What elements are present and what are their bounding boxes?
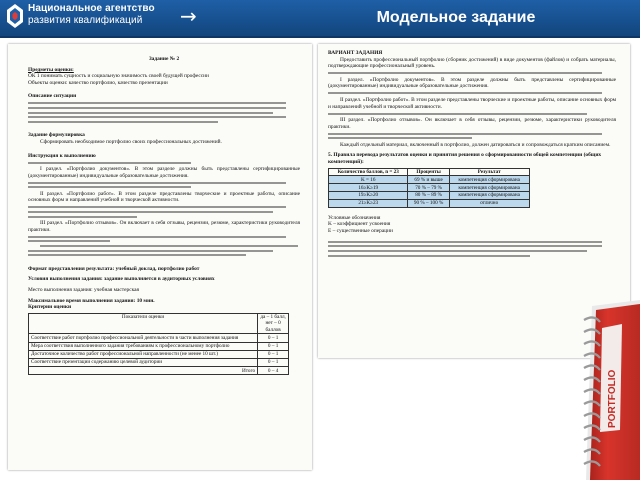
criteria-points: 0 – 1 [258,342,289,350]
grade-percent: 69 % и выше [408,176,449,184]
criteria-points: 0 – 1 [258,350,289,358]
portfolio-label: PORTFOLIO [607,369,618,428]
max-time: Максимальное время выполнения задания: 10 мин. [28,297,155,304]
right-section-4-text: Каждый отдельный материал, включенный в портфолио, должен датироваться и сопровождаться кратким описанием. [340,141,611,148]
grade-percent: 90 % – 100 % [408,199,449,207]
grade-header-points: Количество баллов, n = 23 [329,168,408,176]
text-skeleton [28,216,137,218]
grade-header-percent: Проценты [408,168,449,176]
criteria-total-points: 0 – 4 [258,367,289,375]
grade-percent: 80 % – 89 % [408,192,449,200]
text-skeleton [328,245,602,247]
grade-percent: 70 % – 79 % [408,184,449,192]
criteria-points: 0 – 1 [258,334,289,342]
grade-points: 16≥K≥19 [329,184,408,192]
agency-name [28,3,155,26]
section-3-text: III раздел. «Портфолио отзывов». Он включает в себя отзывы, рецензии, резюме, характеристики руководителя практики. [28,220,300,233]
criteria-label: Достаточное количество работ профессиональной направленности (не менее 10 шт.) [29,350,258,358]
grade-points: 19≥K≥20 [329,192,408,200]
text-skeleton [28,211,273,213]
text-skeleton [28,102,286,104]
text-skeleton [328,92,602,94]
criteria-total-label: Итого [29,367,258,375]
legend-item: K – коэффициент усвоения [328,221,391,228]
grade-table [328,168,530,208]
agency-logo-icon [5,3,25,29]
criteria-label: Соответствие презентации содержанию целевой аудитории [29,358,258,366]
agency-name-line-2: развития квалификаций [28,14,143,26]
table-row [29,350,289,358]
table-row [329,184,530,192]
result-format: Формат представления результата: учебный доклад, портфолио работ [28,265,200,272]
intro-text: Предоставить профессиональный портфолио (сборник достижений) в виде документов (файлов) и собрать материалы, подтверждающие профессиональный уровень. [328,56,616,70]
table-row [329,176,530,184]
criteria-label: Мера соответствия выполненного задания требованиям к профессиональному портфолио [29,342,258,350]
grade-result: компетенция сформирована [449,192,529,200]
table-row [29,334,289,342]
text-skeleton [28,182,286,184]
section-1-text: I раздел. «Портфолио документов». В этом разделе должны быть представлены сертифицированные (документированные) индивидуальные образовательные достижения. [28,166,300,179]
grade-result: компетенция сформирована [449,184,529,192]
task-heading: Задание формулировка [28,132,85,139]
text-skeleton [28,250,273,252]
grade-points: K = 16 [329,176,408,184]
criteria-header-indicators: Показатели оценки [29,313,258,334]
text-skeleton [328,72,602,74]
table-row [29,358,289,366]
text-skeleton [28,107,286,109]
variant-title: ВАРИАНТ ЗАДАНИЯ [328,50,383,56]
assessment-subject-label: Предметы оценки: [28,66,74,73]
table-row [329,199,530,207]
right-section-2-text: II раздел. «Портфолио работ». В этом разделе представлены творческие и проектные работы, описание основных форм и направлений учебной и творческой активности. [328,96,616,110]
slide-header [0,0,640,38]
legend-item: Е – существенные операции [328,227,393,234]
arrow-right-icon: → [180,4,197,28]
criteria-total-row [29,367,289,375]
criteria-header-points: да – 1 балл, нет – 0 баллов [258,313,289,334]
grade-points: 21≥K≥23 [329,199,408,207]
criteria-table [28,313,289,376]
right-section-3-text: III раздел. «Портфолио отзывов». Он включает в себя отзывы, рецензии, резюме, характеристики руководителя практики. [328,117,616,130]
text-skeleton [328,255,530,257]
criteria-header-row [29,313,289,334]
section-2-text: II раздел. «Портфолио работ». В этом разделе представлены творческие и проектные работы, описание основных форм и направлений учебной и творческой активности. [28,190,300,204]
text-skeleton [328,133,602,135]
text-skeleton [328,137,472,139]
ok-line: ОК 1 понимать сущность и социальную значимость своей будущей профессии [28,73,209,80]
text-skeleton [28,254,246,256]
criteria-points: 0 – 1 [258,358,289,366]
table-row [329,192,530,200]
text-skeleton [28,121,218,123]
text-skeleton [28,186,191,188]
scale-intro: 5. Правила перевода результатов оценки и принятия решения о сформированности общей компетенции (общих компетенций): [328,152,602,166]
grade-result: отлично [449,199,529,207]
agency-name-line-1: Национальное агентство [28,3,155,14]
text-skeleton [28,240,110,242]
right-section-1-text: I раздел. «Портфолио документов». В этом разделе должны быть представлены сертифицированные (документированные) индивидуальные образовательные достижения. [328,76,616,90]
situation-title: Описание ситуации [28,93,77,100]
text-skeleton [328,113,587,115]
instructions-title: Инструкция к выполнению [28,152,96,159]
left-document-page [8,44,312,470]
grade-header-result: Результат [449,168,529,176]
text-skeleton [28,116,286,118]
grade-result: компетенция сформирована [449,176,529,184]
conditions: Условия выполнения задания: задание выполняется в аудиторных условиях [28,276,215,283]
task-text: Сформировать необходимое портфолио своих профессиональных достижений. [40,138,222,145]
portfolio-binder-icon [562,300,640,480]
text-skeleton [28,162,191,164]
criteria-title: Критерии оценки [28,304,72,311]
text-skeleton [28,236,286,238]
criteria-label: Соответствие работ портфолио профессиональной деятельности в части выполнения задания [29,334,258,342]
text-skeleton [40,245,298,247]
text-skeleton [28,206,286,208]
text-skeleton [328,250,587,252]
location: Место выполнения задания: учебная мастерская [28,286,140,293]
left-line-2: Объекты оценки: качество портфолио, качество презентации [28,79,168,86]
text-skeleton [28,112,273,114]
legend-title: Условные обозначения [328,214,381,221]
slide-title: Модельное задание [376,9,536,26]
task-title: Задание № 2 [148,56,180,62]
table-row [29,342,289,350]
text-skeleton [328,241,602,243]
grade-header-row [329,168,530,176]
